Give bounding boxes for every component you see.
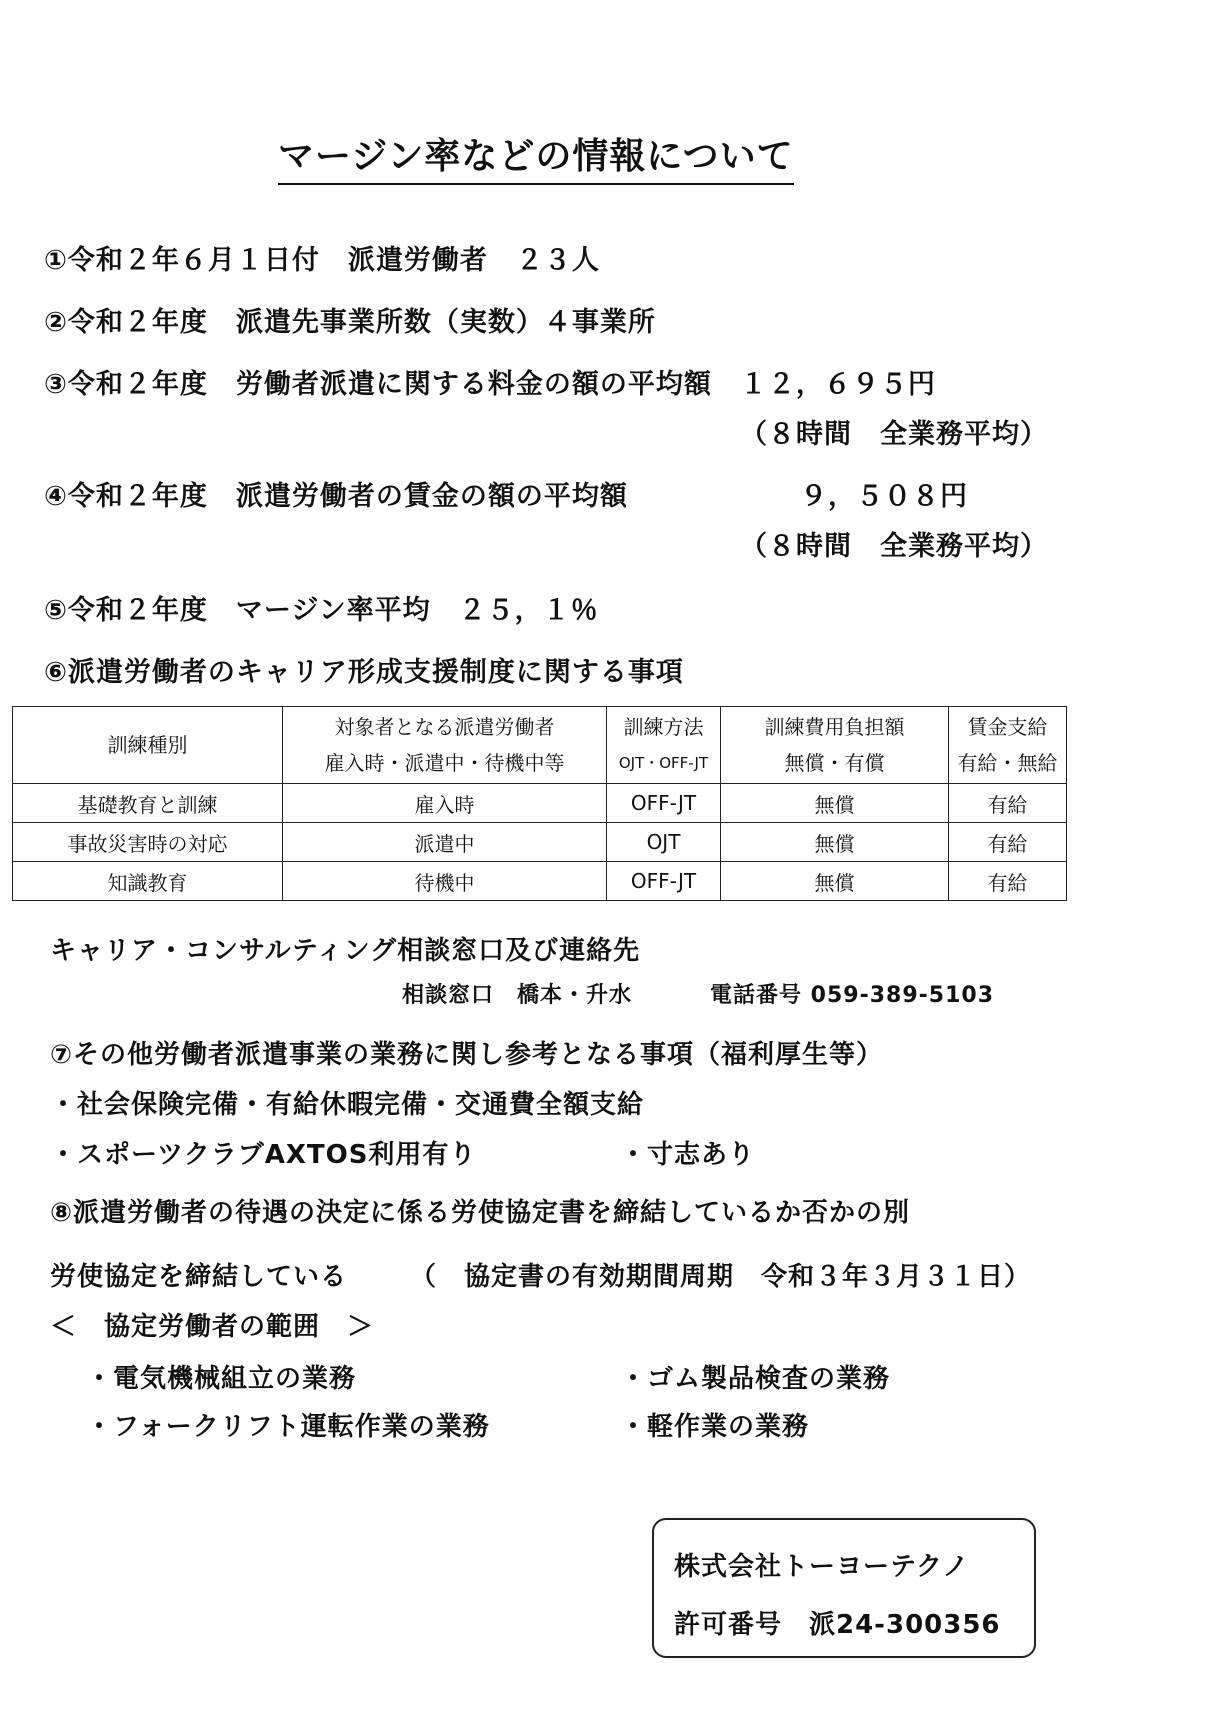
- header-cell: 対象者となる派遣労働者 雇入時・派遣中・待機中等: [283, 707, 607, 784]
- table-row: [13, 784, 1067, 823]
- item-8-heading: ⑧派遣労働者の待遇の決定に係る労使協定書を締結しているか否かの別: [50, 1198, 911, 1228]
- table-cell: OFF-JT: [607, 862, 721, 901]
- item-3-note: （８時間 全業務平均）: [740, 419, 1048, 450]
- scope-item: ・ゴム製品検査の業務: [620, 1364, 891, 1394]
- item-7-line2b: ・寸志あり: [620, 1140, 756, 1170]
- license-number: 許可番号 派24-300356: [674, 1610, 1001, 1640]
- agreement-status: 労使協定を締結している: [50, 1262, 348, 1292]
- header-cell: 賃金支給 有給・無給: [949, 707, 1067, 784]
- scope-item: ・軽作業の業務: [620, 1412, 810, 1442]
- agreement-period: （ 協定書の有効期間周期 令和３年３月３１日）: [410, 1262, 1032, 1292]
- table-cell: 事故災害時の対応: [13, 823, 283, 862]
- item-5: ⑤令和２年度 マージン率平均 ２５，１％: [44, 595, 599, 626]
- scope-heading: ＜ 協定労働者の範囲 ＞: [50, 1312, 375, 1342]
- item-4-value: ９，５０８円: [800, 481, 968, 512]
- table-cell: 知識教育: [13, 862, 283, 901]
- table-cell: 雇入時: [283, 784, 607, 823]
- training-table: [12, 706, 1067, 901]
- item-4-note: （８時間 全業務平均）: [740, 531, 1048, 562]
- item-1: ①令和２年６月１日付 派遣労働者 ２３人: [44, 245, 600, 276]
- table-cell: OFF-JT: [607, 784, 721, 823]
- item-7-heading: ⑦その他労働者派遣事業の業務に関し参考となる事項（福利厚生等）: [50, 1040, 884, 1070]
- scope-item: ・電気機械組立の業務: [86, 1364, 357, 1394]
- table-cell: 無償: [721, 823, 949, 862]
- consult-phone: 電話番号 059-389-5103: [710, 983, 994, 1008]
- item-7-line1: ・社会保険完備・有給休暇完備・交通費全額支給: [50, 1090, 645, 1120]
- header-cell: 訓練費用負担額 無償・有償: [721, 707, 949, 784]
- table-cell: 無償: [721, 862, 949, 901]
- item-2: ②令和２年度 派遣先事業所数（実数）４事業所: [44, 307, 656, 338]
- header-cell: 訓練種別: [13, 707, 283, 784]
- scope-item: ・フォークリフト運転作業の業務: [86, 1412, 490, 1442]
- table-cell: 無償: [721, 784, 949, 823]
- table-cell: 有給: [949, 862, 1067, 901]
- table-row: [13, 862, 1067, 901]
- table-cell: 基礎教育と訓練: [13, 784, 283, 823]
- item-4: ④令和２年度 派遣労働者の賃金の額の平均額: [44, 481, 628, 512]
- table-cell: OJT: [607, 823, 721, 862]
- table-cell: 有給: [949, 784, 1067, 823]
- table-row: [13, 823, 1067, 862]
- item-3: ③令和２年度 労働者派遣に関する料金の額の平均額 １２，６９５円: [44, 369, 936, 400]
- item-7-line2a: ・スポーツクラブAXTOS利用有り: [50, 1140, 477, 1170]
- table-cell: 派遣中: [283, 823, 607, 862]
- table-cell: 待機中: [283, 862, 607, 901]
- consult-window: 相談窓口 橋本・升水: [402, 983, 633, 1008]
- table-cell: 有給: [949, 823, 1067, 862]
- company-box: [652, 1518, 1036, 1658]
- consult-heading: キャリア・コンサルティング相談窓口及び連絡先: [50, 936, 641, 966]
- table-header-row: [13, 707, 1067, 784]
- page-title: マージン率などの情報について: [278, 128, 794, 185]
- item-6: ⑥派遣労働者のキャリア形成支援制度に関する事項: [44, 657, 684, 688]
- header-cell: 訓練方法 OJT・OFF-JT: [607, 707, 721, 784]
- company-name: 株式会社トーヨーテクノ: [674, 1552, 970, 1582]
